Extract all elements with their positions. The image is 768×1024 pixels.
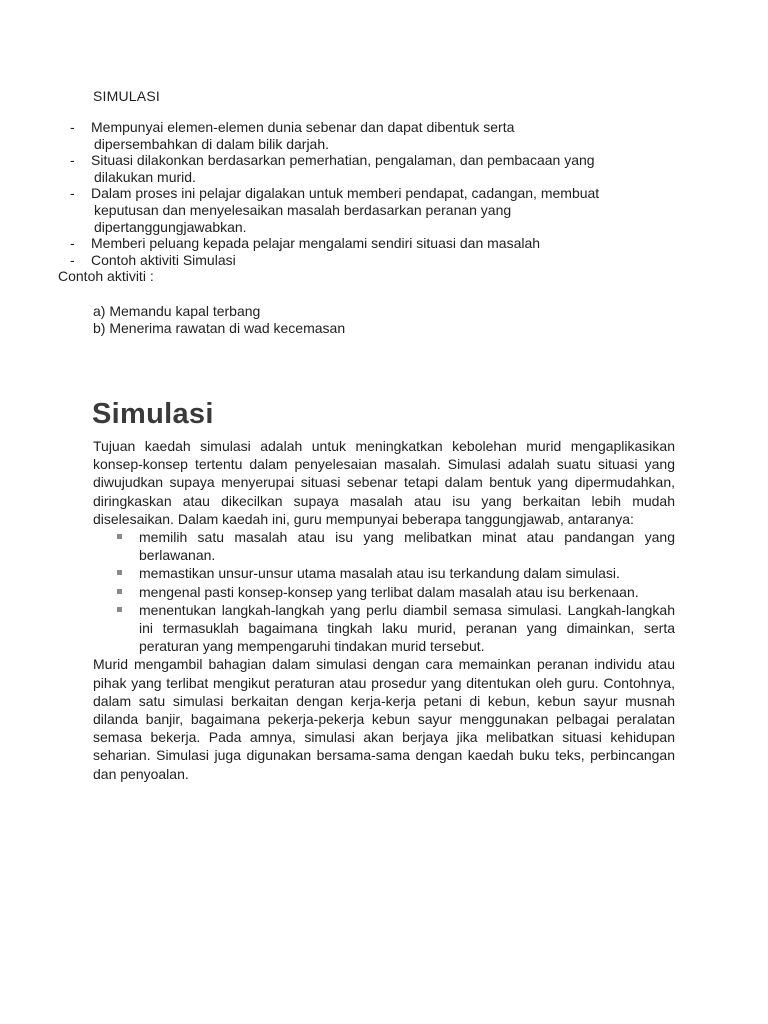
list-item-text: Dalam proses ini pelajar digalakan untuk memberi pendapat, cadangan, membuat <box>91 185 600 202</box>
responsibility-text: memastikan unsur-unsur utama masalah atau isu terkandung dalam simulasi. <box>139 565 620 582</box>
dash-bullet: - <box>70 235 75 252</box>
intro-paragraph: Tujuan kaedah simulasi adalah untuk meningkatkan kebolehan murid mengaplikasikan konsep-konsep tertentu dalam penyelesaian masalah. Simulasi adalah suatu situasi yang diwujudkan supaya menyerupai situasi sebenar tetapi dalam bentuk yang dipermudahkan, diringkaskan atau dikecilkan supaya masalah atau isu yang berkaitan lebih mudah diselesaikan. Dalam kaedah ini, guru mempunyai beberapa tanggungjawab, antaranya: <box>93 438 675 527</box>
square-bullet-icon <box>117 534 122 539</box>
list-item <box>66 235 706 252</box>
responsibility-text: mengenal pasti konsep-konsep yang terlibat dalam masalah atau isu berkenaan. <box>139 583 639 600</box>
examples-list <box>93 303 345 337</box>
responsibility-item <box>93 564 675 582</box>
list-item-text: Mempunyai elemen-elemen dunia sebenar dan dapat dibentuk serta <box>91 119 515 135</box>
section2-title: Simulasi <box>92 398 214 430</box>
list-item-text: Memberi peluang kepada pelajar mengalami sendiri situasi dan masalah <box>91 235 541 252</box>
square-bullet-icon <box>117 570 122 575</box>
list-item-continuation: dipertanggungjawabkan. <box>94 218 247 235</box>
list-item <box>66 185 706 235</box>
example-item: a) Memandu kapal terbang <box>93 303 261 319</box>
dash-bullet: - <box>70 152 75 169</box>
responsibility-item <box>93 528 675 564</box>
square-bullet-icon <box>117 607 122 612</box>
list-item-continuation: dilakukan murid. <box>94 168 196 185</box>
list-item <box>66 119 706 152</box>
examples-label: Contoh aktiviti : <box>58 268 154 284</box>
section1-heading: SIMULASI <box>93 88 160 104</box>
list-item-continuation: dipersembahkan di dalam bilik darjah. <box>94 135 330 152</box>
list-item-continuation: keputusan dan menyelesaikan masalah berdasarkan peranan yang <box>94 201 512 218</box>
list-item <box>66 252 706 269</box>
section1-dash-list <box>66 119 706 268</box>
responsibility-text: memilih satu masalah atau isu yang melibatkan minat atau pandangan yang berlawanan. <box>139 529 675 564</box>
closing-paragraph: Murid mengambil bahagian dalam simulasi dengan cara memainkan peranan individu atau pihak yang terlibat mengikut peraturan atau prosedur yang ditentukan oleh guru. Contohnya, dalam satu simulasi berkaitan dengan kerja-kerja petani di kebun, kebun sayur musnah dilanda banjir, bagaimana pekerja-pekerja kebun sayur menggunakan pelbagai peralatan semasa bekerja. Pada amnya, simulasi akan berjaya jika melibatkan situasi kehidupan seharian. Simulasi juga digunakan bersama-sama dengan kaedah buku teks, perbincangan dan penyoalan. <box>93 656 675 782</box>
responsibility-list <box>93 528 675 655</box>
dash-bullet: - <box>70 185 75 202</box>
list-item-text: Contoh aktiviti Simulasi <box>91 251 236 268</box>
dash-bullet: - <box>70 251 75 268</box>
responsibility-item <box>93 601 675 656</box>
dash-bullet: - <box>70 119 75 135</box>
example-item: b) Menerima rawatan di wad kecemasan <box>93 320 346 336</box>
section2-body <box>93 437 675 783</box>
square-bullet-icon <box>117 589 122 594</box>
responsibility-item <box>93 583 675 601</box>
responsibility-text: menentukan langkah-langkah yang perlu diambil semasa simulasi. Langkah-langkah ini termasuklah bagaimana tingkah laku murid, peranan yang dimainkan, serta peraturan yang mempengaruhi tindakan murid tersebut. <box>139 601 675 655</box>
list-item-text: Situasi dilakonkan berdasarkan pemerhatian, pengalaman, dan pembacaan yang <box>91 152 595 169</box>
list-item <box>66 152 706 185</box>
